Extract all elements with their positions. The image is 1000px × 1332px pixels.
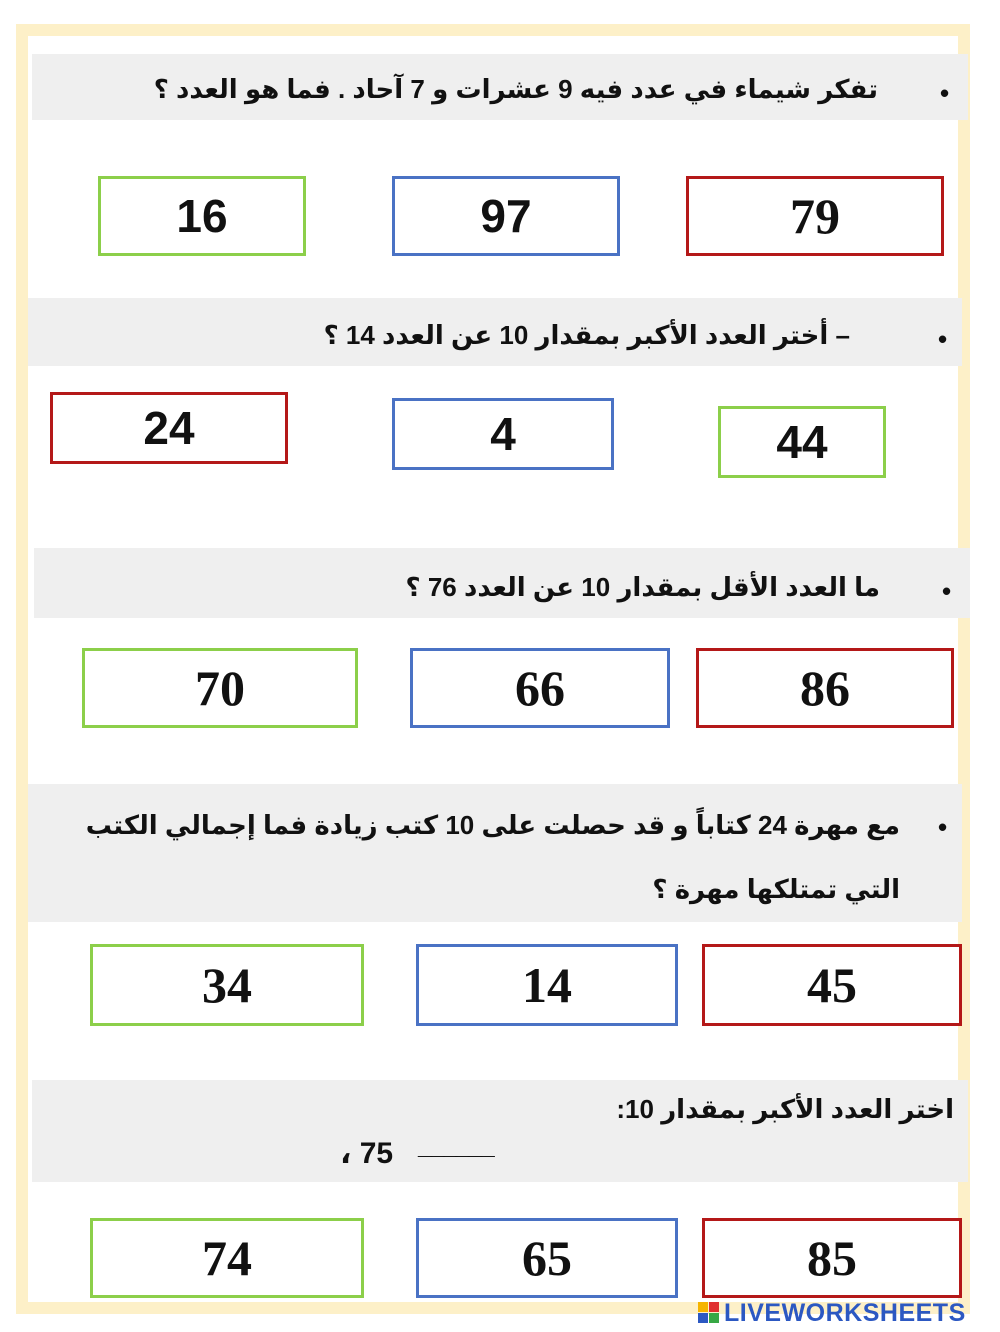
q2-option-2-value: 4 — [490, 408, 516, 460]
logo-icon — [698, 1302, 720, 1324]
question-4-bullet: • — [938, 812, 948, 842]
q3-option-2-value: 66 — [515, 660, 565, 716]
q5-option-2-value: 65 — [522, 1230, 572, 1286]
question-4-bar — [28, 784, 962, 922]
q2-option-3-value: 44 — [776, 416, 828, 468]
q1-option-2-value: 97 — [480, 190, 532, 242]
question-5-blank[interactable]: ______ — [418, 1130, 493, 1160]
q5-option-3[interactable] — [702, 1218, 962, 1298]
question-2-text: – أختر العدد الأكبر بمقدار 10 عن العدد 14 ؟ — [323, 320, 850, 350]
q1-option-2[interactable] — [392, 176, 620, 256]
q5-option-3-value: 85 — [807, 1230, 857, 1286]
q5-option-1-value: 74 — [202, 1230, 252, 1286]
q3-option-1-value: 70 — [195, 660, 245, 716]
q3-option-2[interactable] — [410, 648, 670, 728]
q1-option-3-value: 79 — [790, 188, 840, 244]
q1-option-3[interactable] — [686, 176, 944, 256]
question-5-bar — [32, 1080, 968, 1182]
question-3-text: ما العدد الأقل بمقدار 10 عن العدد 76 ؟ — [405, 572, 880, 602]
q4-option-2-value: 14 — [522, 957, 572, 1013]
q3-option-3[interactable] — [696, 648, 954, 728]
q2-option-1[interactable] — [50, 392, 288, 464]
question-5-text-line2: 75 ، — [340, 1137, 394, 1170]
q4-option-1-value: 34 — [202, 957, 252, 1013]
logo-text: LIVEWORKSHEETS — [724, 1298, 966, 1327]
q4-option-2[interactable] — [416, 944, 678, 1026]
q1-option-1[interactable] — [98, 176, 306, 256]
q4-option-3-value: 45 — [807, 957, 857, 1013]
q2-option-1-value: 24 — [143, 402, 195, 454]
question-4-text-line2: التي تمتلكها مهرة ؟ — [652, 874, 900, 904]
question-3-bullet: • — [942, 576, 952, 606]
q1-option-1-value: 16 — [176, 190, 228, 242]
question-1-text: تفكر شيماء في عدد فيه 9 عشرات و 7 آحاد . فما هو العدد ؟ — [153, 74, 878, 104]
question-2-bar — [28, 298, 962, 366]
question-5-text-line1: اختر العدد الأكبر بمقدار 10: — [616, 1094, 954, 1124]
q4-option-3[interactable] — [702, 944, 962, 1026]
question-4-text-line1: مع مهرة 24 كتاباً و قد حصلت على 10 كتب زيادة فما إجمالي الكتب — [85, 810, 900, 840]
q5-option-2[interactable] — [416, 1218, 678, 1298]
q5-option-1[interactable] — [90, 1218, 364, 1298]
q2-option-2[interactable] — [392, 398, 614, 470]
q3-option-3-value: 86 — [800, 660, 850, 716]
question-1-bar — [32, 54, 968, 120]
q3-option-1[interactable] — [82, 648, 358, 728]
question-3-bar — [34, 548, 970, 618]
question-1-bullet: • — [940, 78, 950, 108]
q2-option-3[interactable] — [718, 406, 886, 478]
question-2-bullet: • — [938, 324, 948, 354]
liveworksheets-logo — [698, 1297, 998, 1329]
q4-option-1[interactable] — [90, 944, 364, 1026]
